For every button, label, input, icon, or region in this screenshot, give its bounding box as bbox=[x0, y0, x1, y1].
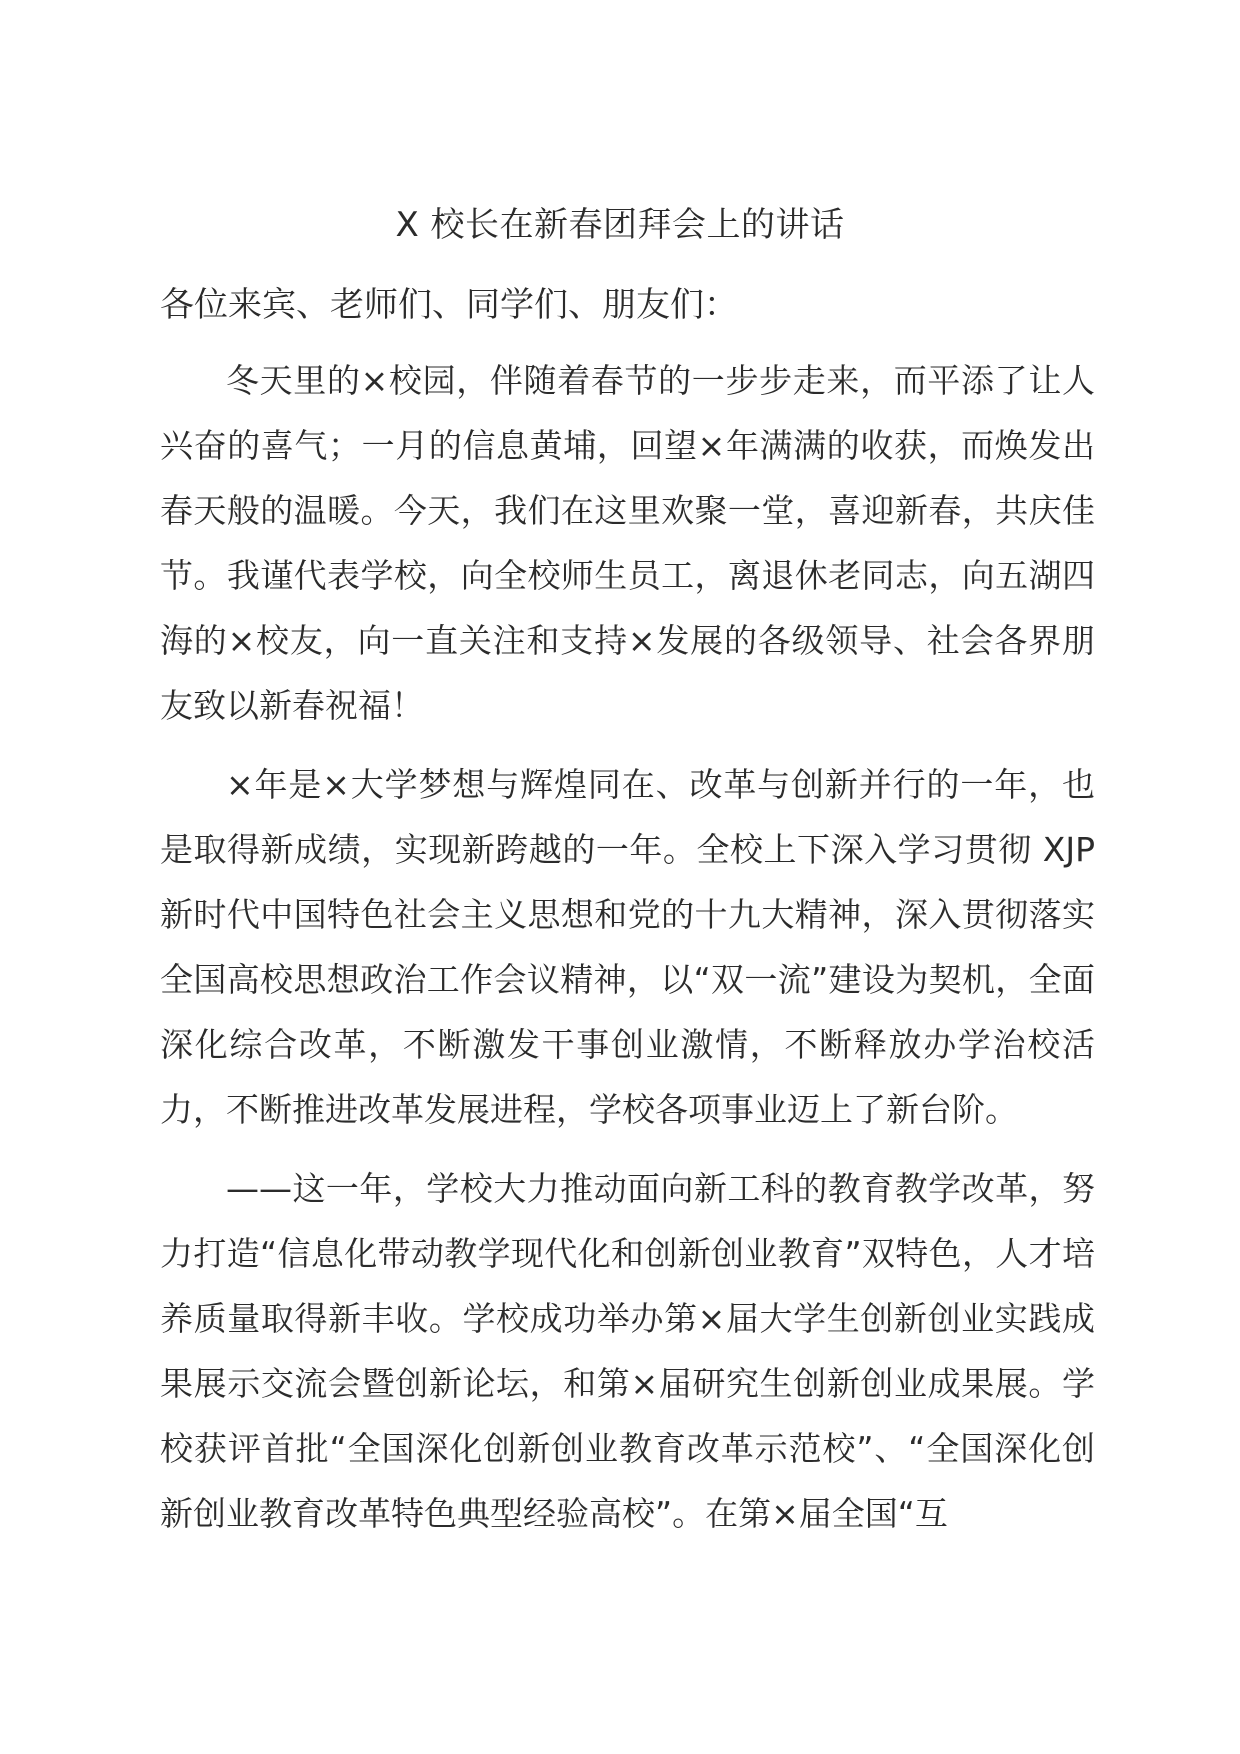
document-title: X 校长在新春团拜会上的讲话 bbox=[395, 205, 845, 245]
paragraph-3: ——这一年，学校大力推动面向新工科的教育教学改革，努力打造“信息化带动教学现代化和创新创业教育”双特色，人才培养质量取得新丰收。学校成功举办第×届大学生创新创业实践成果展示交流会暨创新论坛，和第×届研究生创新创业成果展。学校获评首批“全国深化创新创业教育改革示范校”、“全国深化创新创业教育改革特色典型经验高校”。在第×届全国“互 bbox=[160, 1169, 1095, 1533]
paragraph-1: 冬天里的×校园，伴随着春节的一步步走来，而平添了让人兴奋的喜气；一月的信息黄埔，回望×年满满的收获，而焕发出春天般的温暖。今天，我们在这里欢聚一堂，喜迎新春，共庆佳节。我谨代表学校，向全校师生员工，离退休老同志，向五湖四海的×校友，向一直关注和支持×发展的各级领导、社会各界朋友致以新春祝福！ bbox=[160, 361, 1095, 725]
paragraph-2: ×年是×大学梦想与辉煌同在、改革与创新并行的一年，也是取得新成绩，实现新跨越的一年。全校上下深入学习贯彻 XJP 新时代中国特色社会主义思想和党的十九大精神，深入贯彻落实全国高校思想政治工作会议精神，以“双一流”建设为契机，全面深化综合改革，不断激发干事创业激情，不断释放办学治校活力，不断推进改革发展进程，学校各项事业迈上了新台阶。 bbox=[160, 765, 1095, 1129]
salutation: 各位来宾、老师们、同学们、朋友们： bbox=[160, 285, 738, 325]
document-body bbox=[160, 280, 1095, 1560]
